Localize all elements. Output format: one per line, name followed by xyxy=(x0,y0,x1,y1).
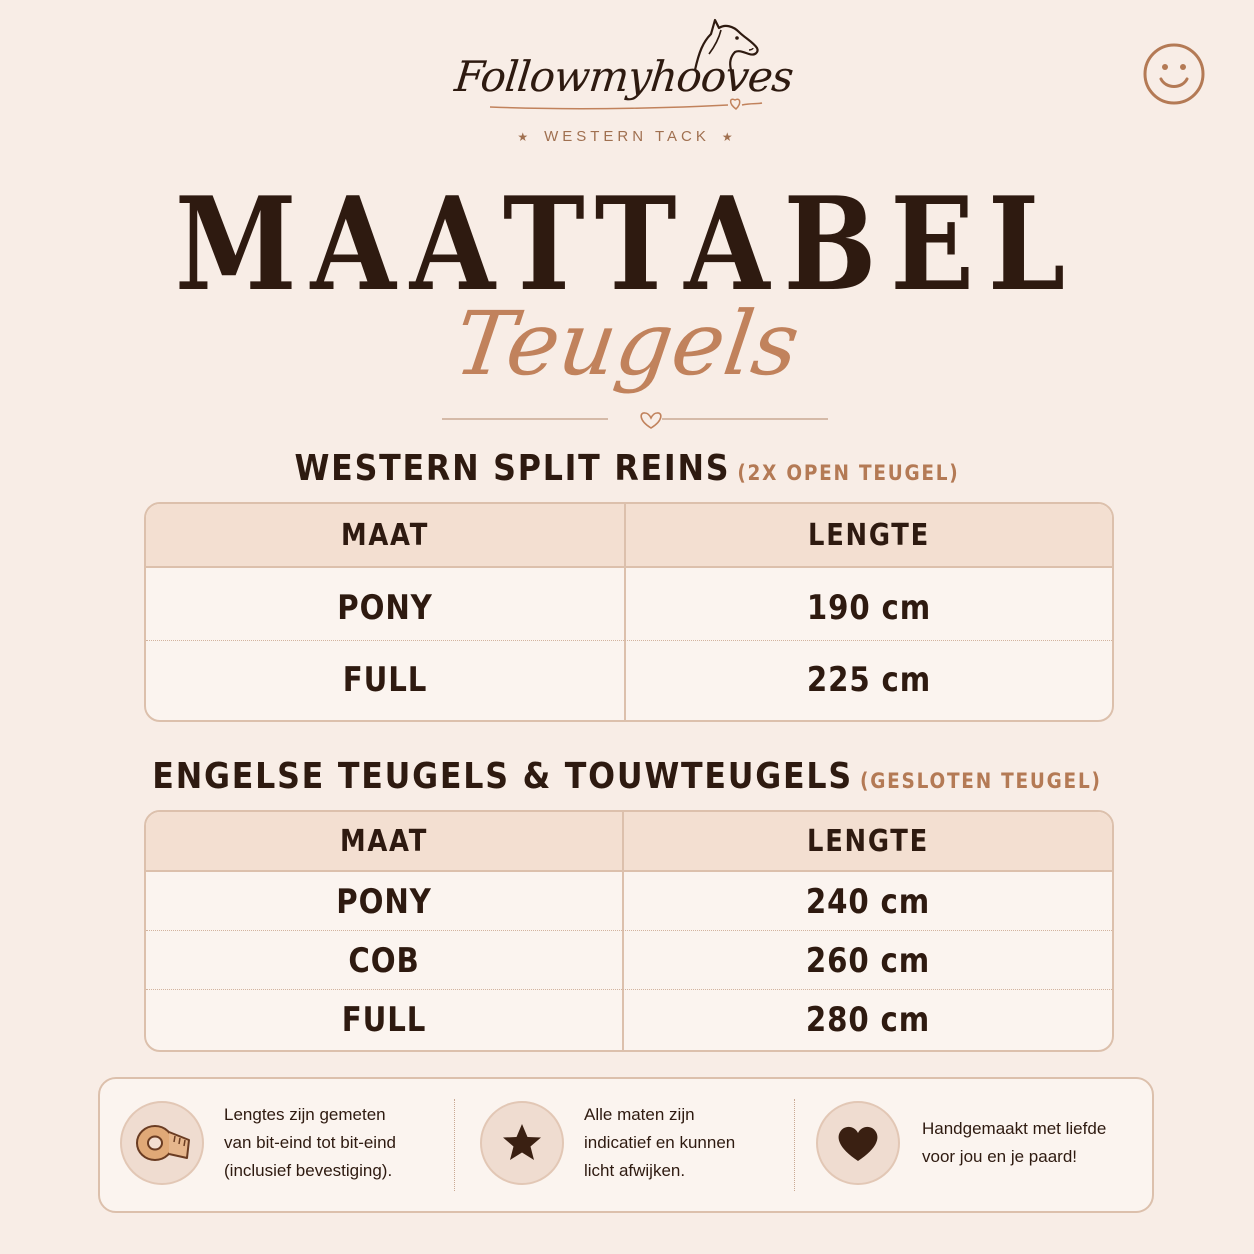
section-title: WESTERN SPLIT REINS xyxy=(294,448,731,489)
section-heading-english xyxy=(75,756,1179,797)
row-divider xyxy=(146,989,1112,990)
column-header-maat: MAAT xyxy=(339,824,429,859)
info-line: indicatief en kunnen xyxy=(584,1133,736,1152)
column-header-maat: MAAT xyxy=(340,518,430,553)
table-cell-length: 225 cm xyxy=(806,660,932,700)
info-icon-circle xyxy=(480,1101,564,1185)
section-heading-western xyxy=(75,448,1179,489)
info-icon-circle xyxy=(816,1101,900,1185)
page-subtitle: Teugels xyxy=(448,292,806,395)
logo-heart-underline xyxy=(470,95,770,115)
info-separator xyxy=(454,1099,455,1191)
info-icon-circle xyxy=(120,1101,204,1185)
column-header-lengte: LENGTE xyxy=(807,824,929,859)
page-title: MAATTABEL xyxy=(174,170,1080,320)
row-divider xyxy=(146,930,1112,931)
table-cell-size: FULL xyxy=(341,1000,427,1040)
heart-icon xyxy=(836,1123,880,1163)
brand-tagline: WESTERN TACK xyxy=(544,128,710,145)
info-text-indicative xyxy=(584,1101,735,1185)
table-cell-size: FULL xyxy=(342,660,428,700)
row-divider xyxy=(146,640,1112,641)
size-table-western xyxy=(144,502,1114,722)
brand-logo xyxy=(0,0,1254,160)
info-line: (inclusief bevestiging). xyxy=(224,1161,393,1180)
info-separator xyxy=(794,1099,795,1191)
info-box xyxy=(98,1077,1154,1213)
table-cell-size: PONY xyxy=(336,882,432,922)
measuring-tape-icon xyxy=(133,1120,191,1166)
info-line: Handgemaakt met liefde xyxy=(922,1119,1107,1138)
table-cell-length: 260 cm xyxy=(805,941,931,981)
table-cell-length: 280 cm xyxy=(805,1000,931,1040)
column-divider xyxy=(622,812,624,1050)
section-title: ENGELSE TEUGELS & TOUWTEUGELS xyxy=(152,756,853,797)
star-icon: ★ xyxy=(721,130,737,144)
star-icon: ★ xyxy=(517,130,533,144)
column-header-lengte: LENGTE xyxy=(808,518,930,553)
brand-name: Followmyhooves xyxy=(452,52,796,101)
table-cell-size: PONY xyxy=(337,588,433,628)
info-line: Lengtes zijn gemeten xyxy=(224,1105,386,1124)
section-note: (GESLOTEN TEUGEL) xyxy=(860,769,1102,793)
column-divider xyxy=(624,504,626,720)
info-text-measurement xyxy=(224,1101,396,1185)
title-divider xyxy=(440,404,830,436)
section-note: (2X OPEN TEUGEL) xyxy=(737,461,960,485)
info-line: voor jou en je paard! xyxy=(922,1147,1077,1166)
info-line: van bit-eind tot bit-eind xyxy=(224,1133,396,1152)
table-cell-length: 240 cm xyxy=(805,882,931,922)
star-icon xyxy=(500,1121,544,1165)
table-cell-size: COB xyxy=(348,941,420,981)
info-line: licht afwijken. xyxy=(584,1161,686,1180)
info-line: Alle maten zijn xyxy=(584,1105,695,1124)
info-text-handmade xyxy=(922,1115,1106,1171)
smiley-icon xyxy=(1142,42,1206,106)
table-cell-length: 190 cm xyxy=(806,588,932,628)
size-table-english xyxy=(144,810,1114,1052)
